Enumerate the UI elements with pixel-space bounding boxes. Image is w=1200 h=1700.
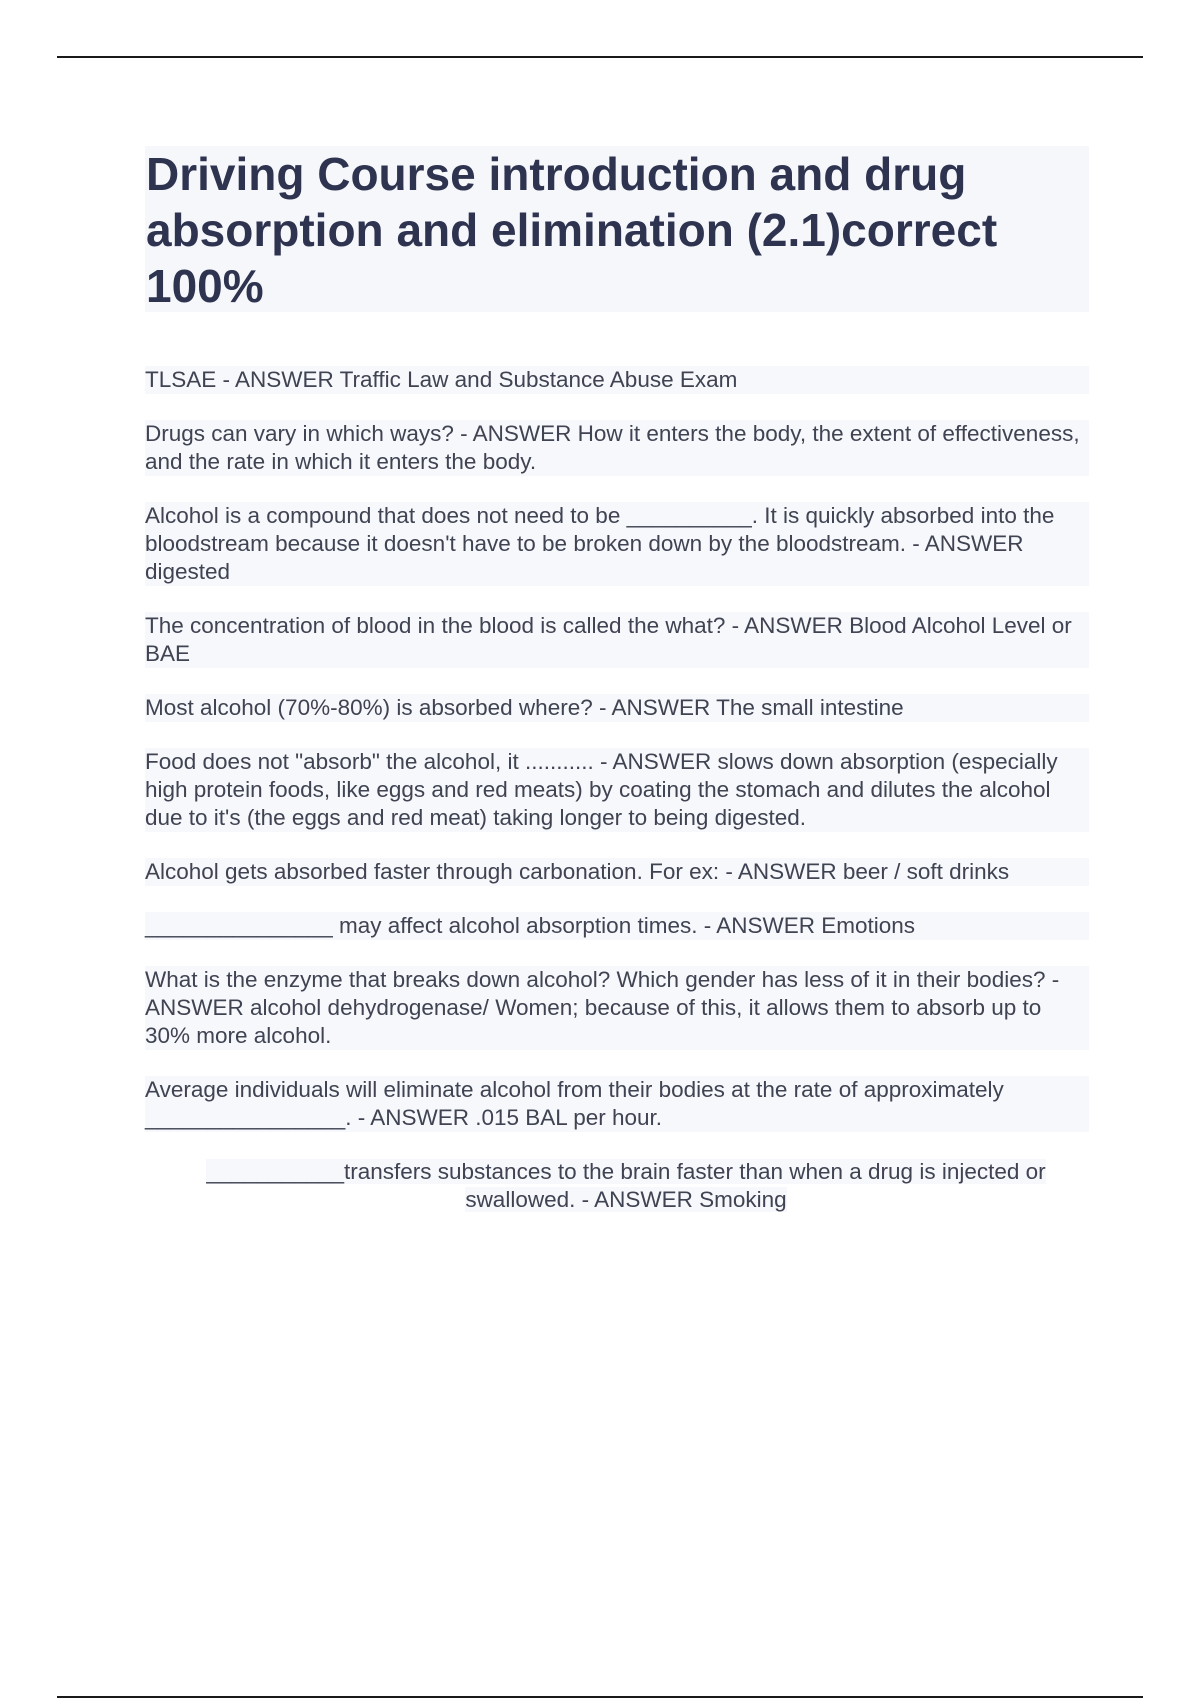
qa-item: Drugs can vary in which ways? - ANSWER How it enters the body, the extent of effectiveness, and the rate in which it enters the body.: [145, 420, 1089, 476]
qa-item: What is the enzyme that breaks down alcohol? Which gender has less of it in their bodies? - ANSWER alcohol dehydrogenase/ Women; because of this, it allows them to absorb up to 30% more alcohol.: [145, 966, 1089, 1050]
qa-item: Alcohol is a compound that does not need to be __________. It is quickly absorbed into the bloodstream because it doesn't have to be broken down by the bloodstream. - ANSWER digested: [145, 502, 1089, 586]
qa-item: Alcohol gets absorbed faster through carbonation. For ex: - ANSWER beer / soft drinks: [145, 858, 1089, 886]
qa-list: [145, 366, 1089, 1240]
title-box: [145, 146, 1089, 312]
qa-item-text: ___________transfers substances to the brain faster than when a drug is injected or swallowed. - ANSWER Smoking: [206, 1159, 1046, 1212]
qa-item: Food does not "absorb" the alcohol, it ........... - ANSWER slows down absorption (especially high protein foods, like eggs and red meats) by coating the stomach and dilutes the alcohol due to it's (the eggs and red meat) taking longer to being digested.: [145, 748, 1089, 832]
qa-item-centered: [145, 1158, 1089, 1214]
qa-item: The concentration of blood in the blood is called the what? - ANSWER Blood Alcohol Level or BAE: [145, 612, 1089, 668]
top-rule: [57, 56, 1143, 58]
qa-item: Most alcohol (70%-80%) is absorbed where? - ANSWER The small intestine: [145, 694, 1089, 722]
document-title: Driving Course introduction and drug absorption and elimination (2.1)correct 100%: [146, 148, 998, 312]
qa-item: _______________ may affect alcohol absorption times. - ANSWER Emotions: [145, 912, 1089, 940]
qa-item: TLSAE - ANSWER Traffic Law and Substance Abuse Exam: [145, 366, 1089, 394]
qa-item: Average individuals will eliminate alcohol from their bodies at the rate of approximately ________________. - ANSWER .015 BAL per hour.: [145, 1076, 1089, 1132]
bottom-rule: [57, 1696, 1143, 1698]
